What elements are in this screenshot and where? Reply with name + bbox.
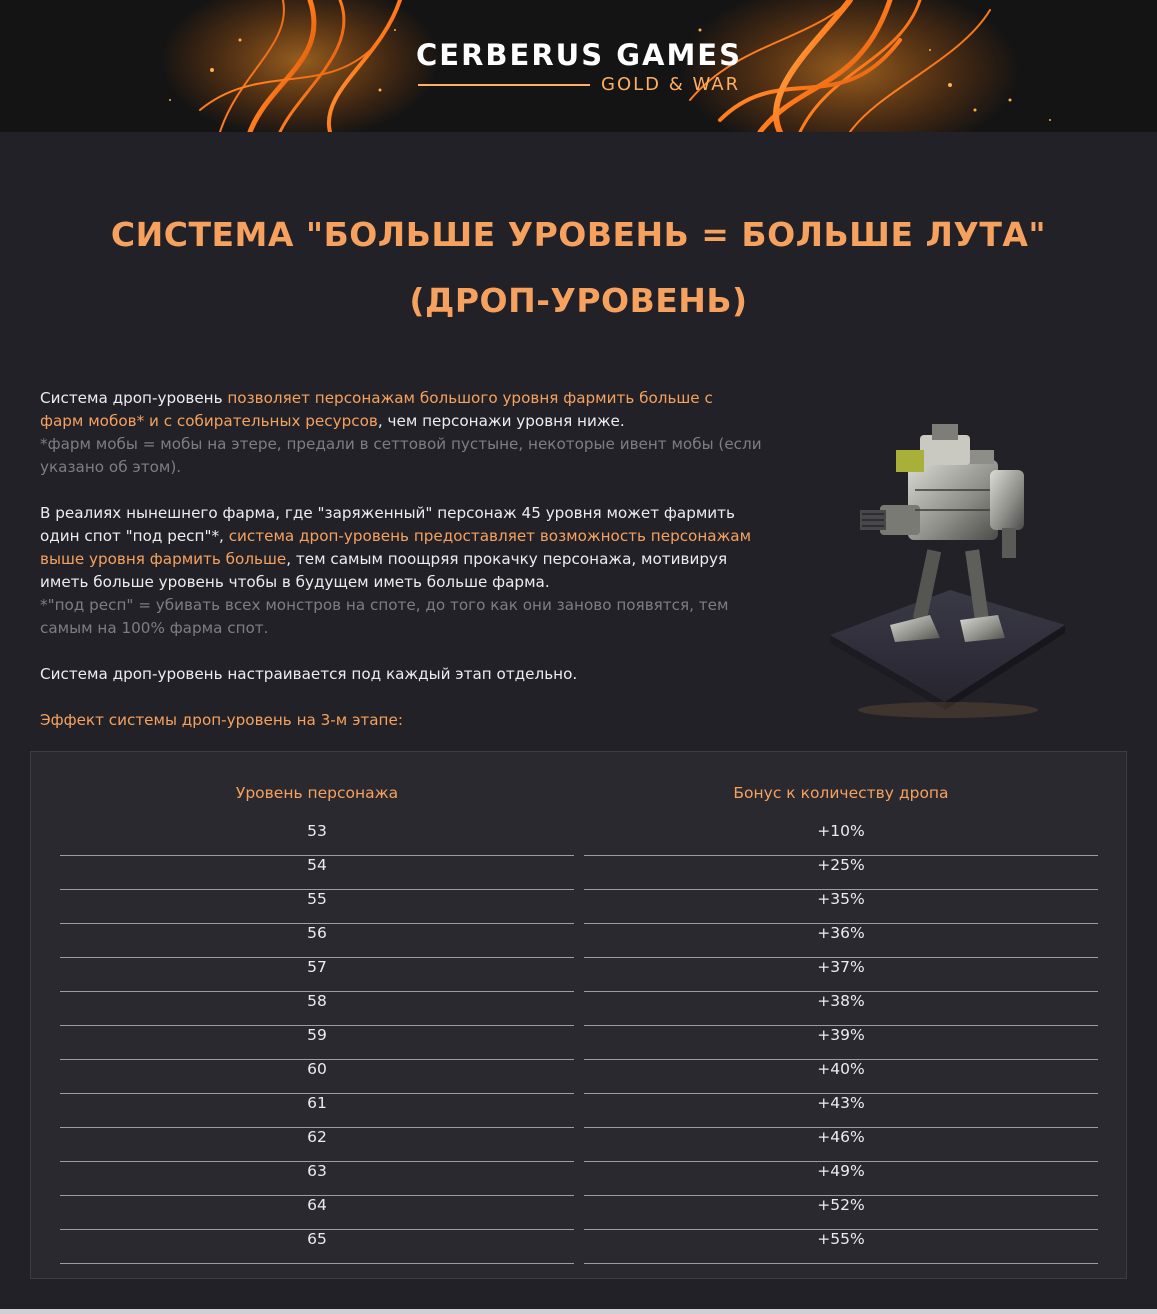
brand-title: CERBERUS GAMES [416,38,743,72]
footnote-2-line2: самым на 100% фарма спот. [40,619,269,637]
bonus-cell: +35% [584,890,1098,924]
bonus-cell: +37% [584,958,1098,992]
paragraph-2-line2 [40,525,780,548]
bonus-cell: +49% [584,1162,1098,1196]
bonus-cell: +10% [584,822,1098,856]
level-cell: 55 [60,890,574,924]
text-span: , чем персонажи уровня ниже. [377,412,625,430]
bonus-cell: +25% [584,856,1098,890]
bonus-column [584,752,1098,1264]
highlight-span: позволяет персонажам большого уровня фармить больше с [227,389,713,407]
spacer [40,479,780,502]
bonus-cell: +52% [584,1196,1098,1230]
spacer [40,640,780,663]
bonus-cell: +39% [584,1026,1098,1060]
spacer [40,686,780,709]
paragraph-1-line2 [40,410,780,433]
footnote-2-line1: *"под респ" = убивать всех монстров на споте, до того как они заново появятся, тем [40,596,729,614]
level-column [60,752,574,1264]
bonus-cell: +40% [584,1060,1098,1094]
text-span: , тем самым поощряя прокачку персонажа, мотивируя [286,550,728,568]
level-cell: 56 [60,924,574,958]
level-cells [60,822,574,1264]
highlight-span: фарм мобов* и с собирательных ресурсов [40,412,378,430]
bonus-cell: +36% [584,924,1098,958]
bonus-cells [584,822,1098,1264]
brand-subtitle: GOLD & WAR [601,74,741,95]
paragraph-3: Система дроп-уровень настраивается под каждый этап отдельно. [40,665,578,683]
level-cell: 59 [60,1026,574,1060]
bonus-cell: +55% [584,1230,1098,1264]
level-cell: 63 [60,1162,574,1196]
mech-robot-illustration [820,410,1080,720]
header-banner [0,0,1157,132]
drop-bonus-table [30,751,1127,1279]
effect-heading: Эффект системы дроп-уровень на 3-м этапе: [40,711,403,729]
level-cell: 58 [60,992,574,1026]
paragraph-2-line3 [40,548,780,571]
page-title-line2: (ДРОП-УРОВЕНЬ) [409,281,748,320]
footnote-1-line2: указано об этом). [40,458,182,476]
level-cell: 57 [60,958,574,992]
level-cell: 65 [60,1230,574,1264]
highlight-span: система дроп-уровень предоставляет возможность персонажам [228,527,752,545]
bonus-cell: +46% [584,1128,1098,1162]
level-cell: 61 [60,1094,574,1128]
brand-underline [418,84,590,86]
text-span: Система дроп-уровень [40,389,228,407]
article-body [40,387,780,732]
page-title [0,202,1157,334]
bottom-border [0,1309,1157,1314]
page-title-line1: СИСТЕМА "БОЛЬШЕ УРОВЕНЬ = БОЛЬШЕ ЛУТА" [110,215,1047,254]
level-cell: 53 [60,822,574,856]
level-cell: 62 [60,1128,574,1162]
paragraph-2-line4: иметь больше уровень чтобы в будущем иметь больше фарма. [40,573,550,591]
text-span: один спот "под респ"*, [40,527,229,545]
highlight-span: выше уровня фармить больше [40,550,287,568]
footnote-1-line1: *фарм мобы = мобы на этере, предали в сеттовой пустыне, некоторые ивент мобы (если [40,435,762,453]
brand-logo[interactable] [416,38,746,98]
level-cell: 60 [60,1060,574,1094]
paragraph-2-line1: В реалиях нынешнего фарма, где "заряженный" персонаж 45 уровня может фармить [40,504,735,522]
column-header-bonus: Бонус к количеству дропа [733,784,949,802]
column-header-level: Уровень персонажа [235,784,399,802]
bonus-cell: +43% [584,1094,1098,1128]
level-cell: 64 [60,1196,574,1230]
paragraph-1-line1 [40,387,780,410]
bonus-cell: +38% [584,992,1098,1026]
level-cell: 54 [60,856,574,890]
